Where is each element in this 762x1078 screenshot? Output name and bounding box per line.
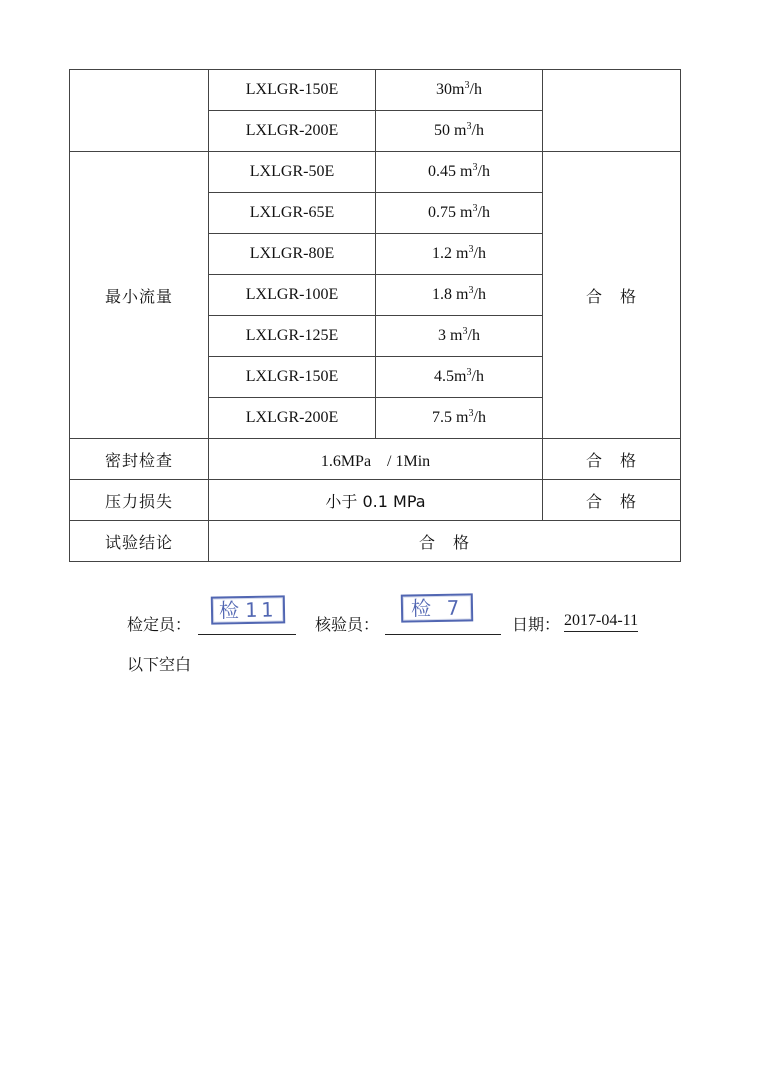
flow-value-cell: 7.5 $m^3/h$ [376,398,543,439]
inspector-signature-line [198,634,296,635]
flow-value-cell: 1.2 $m^3/h$ [376,234,543,275]
min-flow-label: 最小流量 [70,152,209,439]
model-cell: LXLGR-100E [209,275,376,316]
model-cell: LXLGR-150E [209,357,376,398]
seal-check-value: 1.6MPa / 1Min [209,439,543,480]
model-cell: LXLGR-80E [209,234,376,275]
flow-value-cell: 0.45 $m^3/h$ [376,152,543,193]
model-cell: LXLGR-150E [209,70,376,111]
seal-check-label: 密封检查 [70,439,209,480]
table-row [70,439,681,480]
table-row [70,480,681,521]
flow-value-cell: 0.75 $m^3/h$ [376,193,543,234]
table-row [70,70,681,111]
inspector-stamp: 检 11 [211,595,286,624]
flow-value-cell: 3 $m^3/h$ [376,316,543,357]
inspection-table [69,69,681,562]
verifier-stamp: 检 7 [401,593,474,622]
model-cell: LXLGR-200E [209,398,376,439]
date-label: 日期： [512,615,561,634]
model-cell: LXLGR-50E [209,152,376,193]
inspector-label: 检定员： [127,615,192,634]
flow-value-cell: 50 $m^3/h$ [376,111,543,152]
conclusion-result: 合 格 [209,521,681,562]
empty-label-cell [70,70,209,152]
flow-value-cell: $30m^3/h$ [376,70,543,111]
flow-value-cell: 1.8 $m^3/h$ [376,275,543,316]
table-row [70,521,681,562]
seal-check-result: 合 格 [543,439,681,480]
pressure-loss-label: 压力损失 [70,480,209,521]
conclusion-label: 试验结论 [70,521,209,562]
model-cell: LXLGR-200E [209,111,376,152]
flow-value-cell: $4.5m^3/h$ [376,357,543,398]
date-value: 2017-04-11 [564,612,638,632]
pressure-loss-result: 合 格 [543,480,681,521]
blank-below-note: 以下空白 [127,655,192,674]
empty-result-cell [543,70,681,152]
pressure-loss-value: 小于 0.1 MPa [209,480,543,521]
min-flow-result: 合 格 [543,152,681,439]
verifier-label: 核验员： [315,615,380,634]
signature-row [127,595,687,638]
verifier-signature-line [385,634,501,635]
model-cell: LXLGR-65E [209,193,376,234]
model-cell: LXLGR-125E [209,316,376,357]
table-row [70,152,681,193]
